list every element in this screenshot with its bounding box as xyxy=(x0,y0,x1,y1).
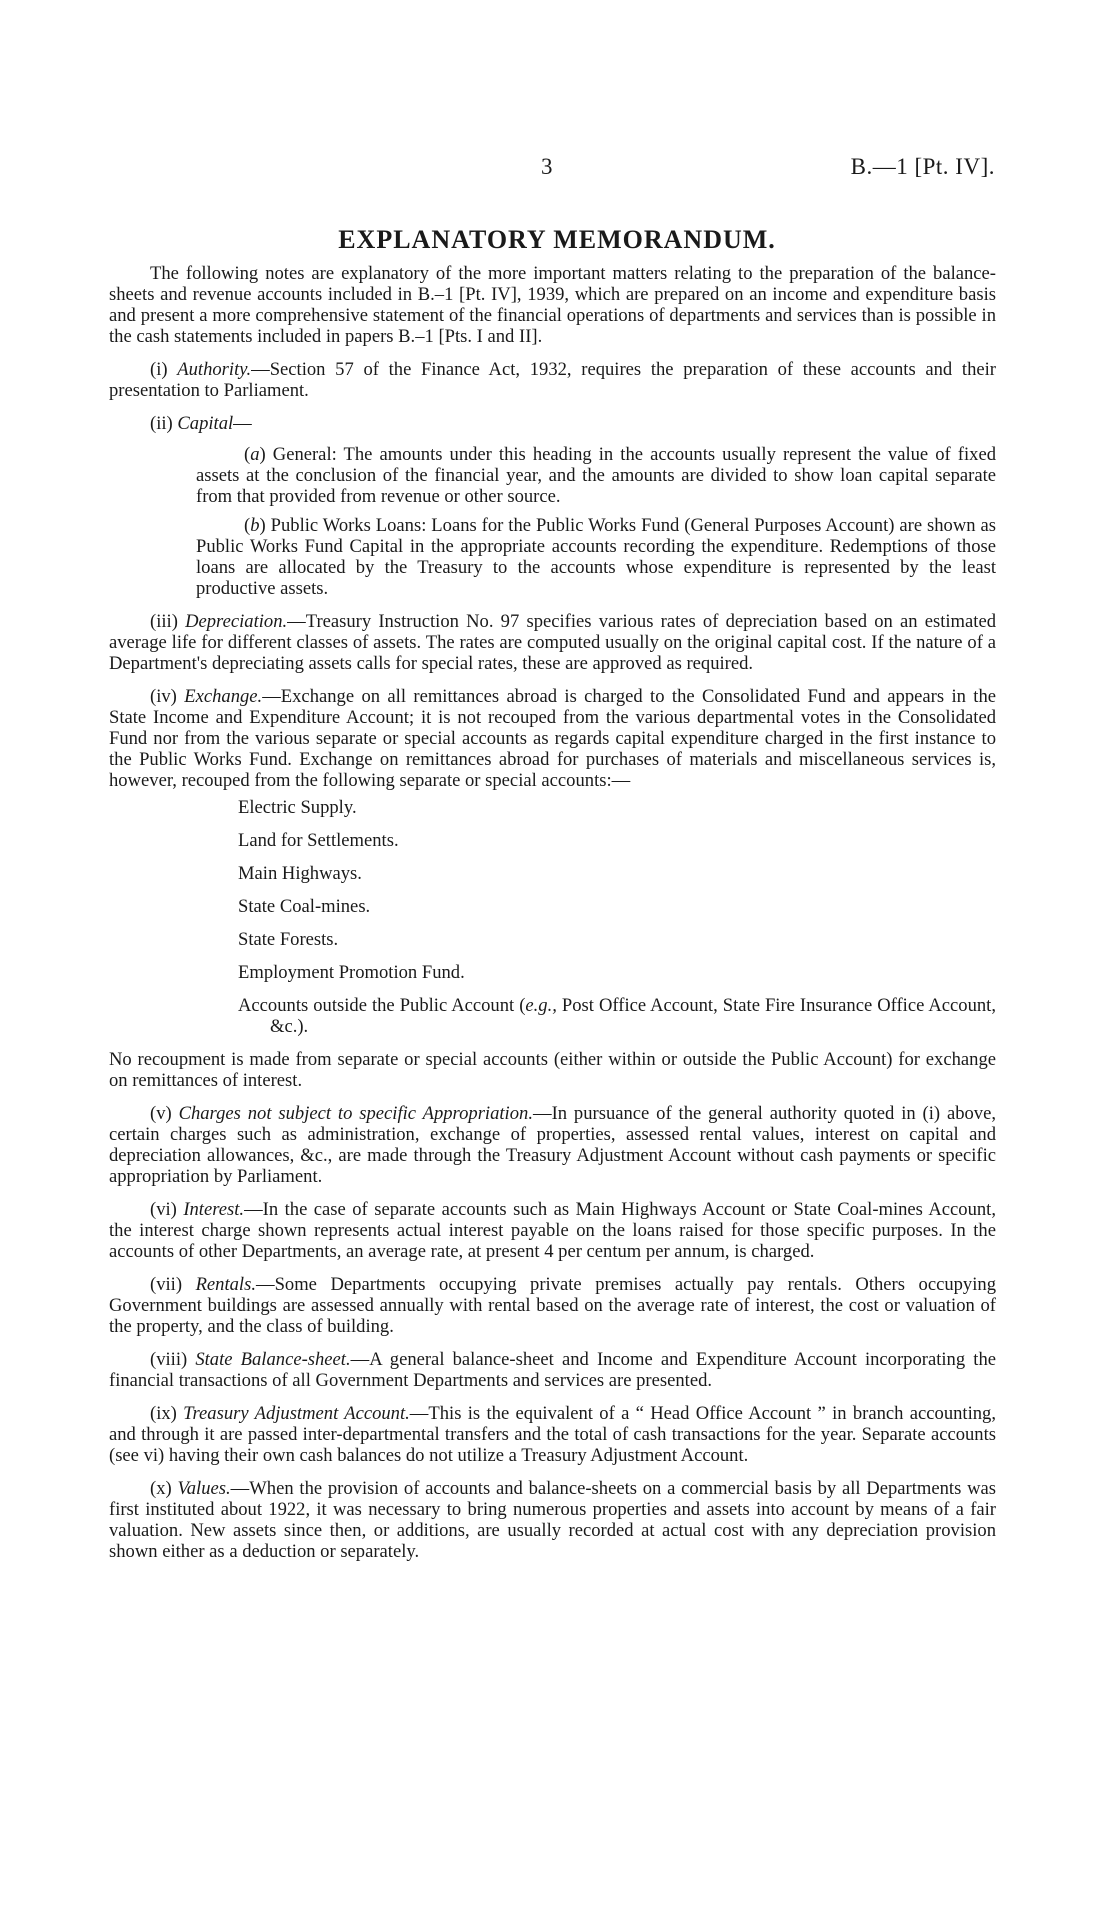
section-number: (viii) xyxy=(150,1349,196,1370)
section-values xyxy=(109,1478,996,1562)
section-text: —Exchange on all remittances abroad is charged to the Consolidated Fund and appears in the State Income and Expenditure Account; it is not recouped from the various departmental votes in the Consolidated Fund nor from the various separate or special accounts as regards capital expenditure charged in the first instance to the Public Works Fund. Exchange on remittances abroad for purchases of materials and miscellaneous services is, however, recouped from the following separate or special accounts:— xyxy=(109,686,997,791)
section-text: —This is the equivalent of a “ Head Office Account ” in branch accounting, and through it are passed inter-departmental transfers and the total of cash transactions for the year. Separate accounts (see vi) having their own cash balances do not utilize a Treasury Adjustment Account. xyxy=(109,1403,996,1466)
list-item: Accounts outside the Public Account (e.g., Post Office Account, State Fire Insurance Office Account, &c.). xyxy=(238,995,996,1037)
list-item: State Forests. xyxy=(238,929,339,950)
section-text: —In the case of separate accounts such as Main Highways Account or State Coal-mines Account, the interest charge shown represents actual interest payable on the loans raised for those specific purposes. In the accounts of other Departments, an average rate, at present 4 per centum per annum, is charged. xyxy=(109,1199,996,1262)
section-text: —Some Departments occupying private premises actually pay rentals. Others occupying Government buildings are assessed annually with rental based on the average rate of interest, the cost or valuation of the property, and the class of building. xyxy=(109,1274,996,1337)
section-capital xyxy=(109,413,996,434)
section-number: (vi) xyxy=(150,1199,184,1220)
section-number: (iv) xyxy=(150,686,185,707)
section-heading: Interest. xyxy=(183,1199,245,1220)
section-text: —When the provision of accounts and balance-sheets on a commercial basis by all Departments was first instituted about 1922, it was necessary to bring numerous properties and assets into account by means of a fair valuation. New assets since then, or additions, are usually recorded at actual cost with any depreciation provision shown either as a deduction or separately. xyxy=(109,1478,996,1562)
list-item: State Coal-mines. xyxy=(238,896,371,917)
document-reference: B.—1 [Pt. IV]. xyxy=(850,154,995,179)
section-heading: Treasury Adjustment Account. xyxy=(183,1403,410,1424)
intro-paragraph: The following notes are explanatory of the more important matters relating to the preparation of the balance-sheets and revenue accounts included in B.–1 [Pt. IV], 1939, which are prepared on an income and expenditure basis and present a more comprehensive statement of the financial operations of departments and services than is possible in the cash statements included in papers B.–1 [Pts. I and II]. xyxy=(109,263,996,347)
section-heading: Capital xyxy=(177,413,234,434)
section-heading: State Balance-sheet. xyxy=(195,1349,351,1370)
section-number: (x) xyxy=(150,1478,178,1499)
sub-label: b xyxy=(250,515,260,536)
section-text: —In pursuance of the general authority quoted in (i) above, certain charges such as administration, exchange of properties, assessed rental values, interest on capital and depreciation allowances, &c., are made through the Treasury Adjustment Account without cash payments or specific appropriation by Parliament. xyxy=(109,1103,996,1187)
section-text: —Treasury Instruction No. 97 specifies various rates of depreciation based on an estimated average life for different classes of assets. The rates are computed usually on the original capital cost. If the nature of a Department's depreciating assets calls for special rates, these are approved as required. xyxy=(109,611,996,674)
section-text: —Section 57 of the Finance Act, 1932, requires the preparation of these accounts and their presentation to Parliament. xyxy=(109,359,996,401)
sub-text: Public Works Loans: Loans for the Public Works Fund (General Purposes Account) are shown as Public Works Fund Capital in the appropriate accounts recording the expenditure. Redemptions of those loans are allocated by the Treasury to the accounts whose expenditure is represented by the least productive assets. xyxy=(196,515,996,599)
section-heading: Charges not subject to specific Appropriation. xyxy=(178,1103,533,1124)
section-number: (vii) xyxy=(150,1274,196,1295)
section-number: (v) xyxy=(150,1103,179,1124)
section-suffix: — xyxy=(233,413,252,434)
list-item: Electric Supply. xyxy=(238,797,357,818)
page-title: EXPLANATORY MEMORANDUM. xyxy=(338,225,776,254)
section-heading: Authority. xyxy=(177,359,252,380)
list-item: Employment Promotion Fund. xyxy=(238,962,465,983)
section-heading: Exchange. xyxy=(184,686,263,707)
section-text: —A general balance-sheet and Income and Expenditure Account incorporating the financial transactions of all Government Departments and services are presented. xyxy=(109,1349,996,1391)
section-heading: Values. xyxy=(177,1478,231,1499)
section-authority xyxy=(109,359,996,401)
section-number: (ix) xyxy=(150,1403,184,1424)
section-number: (ii) xyxy=(150,413,178,434)
separate-accounts-list xyxy=(109,797,996,1037)
list-item: Land for Settlements. xyxy=(238,830,399,851)
section-charges xyxy=(109,1103,996,1187)
section-exchange xyxy=(109,686,996,791)
sub-text: General: The amounts under this heading in the accounts usually represent the value of fixed assets at the conclusion of the financial year, and the amounts are divided to show loan capital separate from that provided from revenue or other source. xyxy=(196,444,996,507)
section-heading: Rentals. xyxy=(195,1274,256,1295)
section-number: (iii) xyxy=(150,611,186,632)
memorandum-body xyxy=(109,263,996,1574)
section-number: (i) xyxy=(150,359,178,380)
list-item: Main Highways. xyxy=(238,863,362,884)
section-treasury-adjustment xyxy=(109,1403,996,1466)
no-recoupment-paragraph: No recoupment is made from separate or special accounts (either within or outside the Public Account) for exchange on remittances of interest. xyxy=(109,1049,996,1091)
sub-label: a xyxy=(250,444,260,465)
section-interest xyxy=(109,1199,996,1262)
section-heading: Depreciation. xyxy=(185,611,288,632)
page-number: 3 xyxy=(541,154,553,179)
section-balance-sheet xyxy=(109,1349,996,1391)
section-rentals xyxy=(109,1274,996,1337)
capital-general: (a) General: The amounts under this heading in the accounts usually represent the value of fixed assets at the conclusion of the financial year, and the amounts are divided to show loan capital separate from that provided from revenue or other source. xyxy=(196,444,996,507)
section-depreciation xyxy=(109,611,996,674)
capital-public-works-loans: (b) Public Works Loans: Loans for the Public Works Fund (General Purposes Account) are shown as Public Works Fund Capital in the appropriate accounts recording the expenditure. Redemptions of those loans are allocated by the Treasury to the accounts whose expenditure is represented by the least productive assets. xyxy=(196,515,996,599)
